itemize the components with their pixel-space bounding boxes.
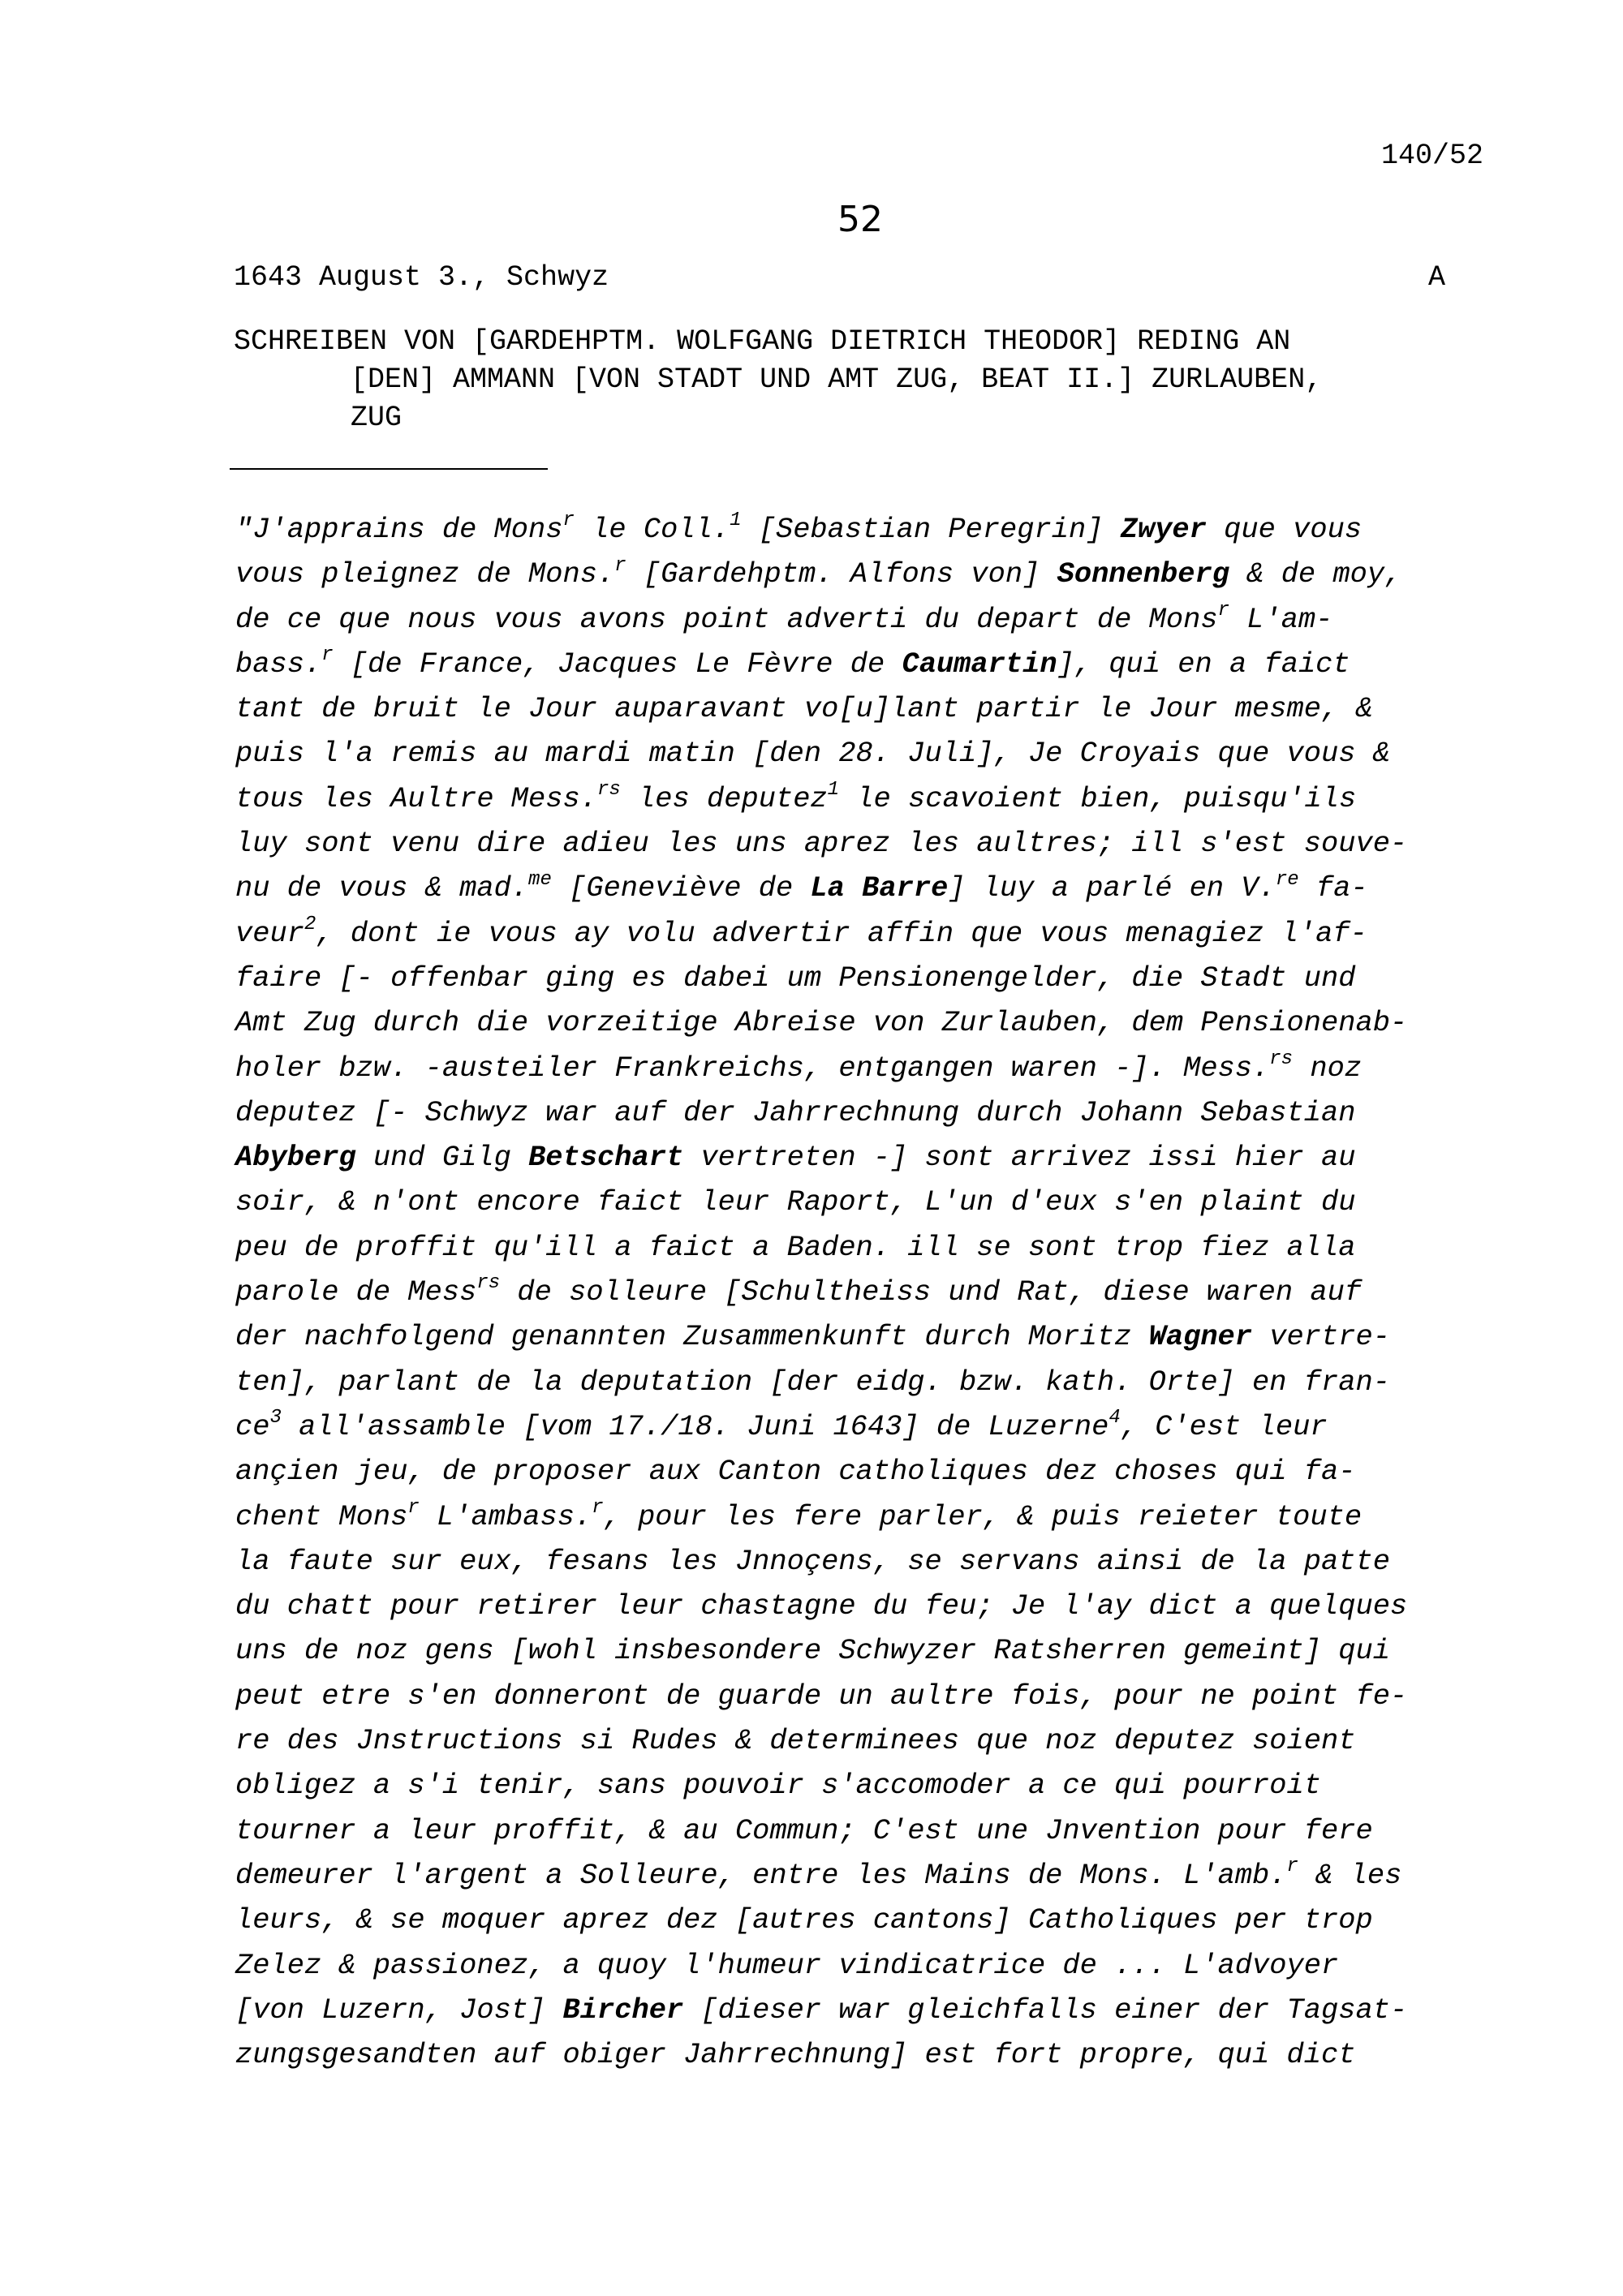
- superscript: me: [528, 868, 552, 891]
- document-number: 52: [837, 199, 883, 240]
- body-line: [235, 508, 1501, 553]
- superscript: rs: [1269, 1047, 1294, 1070]
- body-line: [235, 1226, 1501, 1271]
- superscript: r: [1286, 1855, 1298, 1878]
- text-segment: le Coll.: [574, 514, 730, 546]
- superscript: 4: [1109, 1407, 1121, 1430]
- body-line: [235, 1629, 1501, 1674]
- text-segment: ], qui en a faict: [1057, 647, 1350, 681]
- body-line: [235, 866, 1501, 911]
- superscript: rs: [476, 1272, 501, 1295]
- text-segment: veur: [235, 917, 304, 950]
- body-line: [235, 777, 1501, 822]
- body-line: [235, 1001, 1501, 1046]
- text-segment: L'am-: [1229, 603, 1333, 636]
- text-segment: nu de vous & mad.: [235, 872, 529, 905]
- letter-body: [235, 508, 1501, 2078]
- text-segment: ançien jeu, de proposer aux Canton catholiques dez choses qui fa-: [235, 1455, 1356, 1489]
- text-segment: [Gardehptm. Alfons von]: [626, 558, 1057, 591]
- text-segment: peu de proffit qu'ill a faict a Baden. ill se sont trop fiez alla: [235, 1231, 1356, 1264]
- text-segment: & de moy,: [1229, 558, 1402, 591]
- superscript: r: [321, 644, 334, 667]
- text-segment: & les: [1298, 1859, 1402, 1892]
- person-name: Zwyer: [1120, 514, 1207, 546]
- body-line: [235, 1136, 1501, 1180]
- person-name: Abyberg: [235, 1142, 356, 1175]
- person-name: Bircher: [562, 1993, 684, 2027]
- person-name: Sonnenberg: [1057, 558, 1229, 591]
- text-segment: vertre-: [1252, 1321, 1390, 1354]
- body-line: [235, 1719, 1501, 1764]
- superscript: rs: [597, 778, 621, 801]
- page-reference: 140/52: [1380, 140, 1483, 172]
- text-segment: vertreten -] sont arrivez issi hier au: [683, 1142, 1356, 1175]
- body-line: [235, 1315, 1501, 1360]
- body-line: [235, 1944, 1501, 1989]
- text-segment: all'assamble [vom 17./18. Juni 1643] de Luzerne: [281, 1410, 1109, 1443]
- text-segment: , dont ie vous ay volu advertir affin que vous menagiez l'af-: [316, 917, 1367, 950]
- text-segment: [von Luzern, Jost]: [235, 1993, 563, 2027]
- body-line: [235, 957, 1501, 1001]
- body-line: [235, 1405, 1501, 1450]
- text-segment: vous pleignez de Mons.: [235, 558, 615, 591]
- body-line: [235, 1450, 1501, 1494]
- superscript: 2: [304, 913, 316, 935]
- body-line: [235, 1091, 1501, 1136]
- superscript: re: [1275, 868, 1299, 891]
- text-segment: chent Mons: [235, 1500, 408, 1533]
- body-line: [235, 1495, 1501, 1540]
- body-line: [235, 1675, 1501, 1719]
- text-segment: , pour les fere parler, & puis reieter toute: [603, 1500, 1363, 1533]
- text-segment: obligez a s'i tenir, sans pouvoir s'accomoder a ce qui pourroit: [235, 1769, 1321, 1803]
- superscript: r: [1217, 599, 1229, 621]
- body-line: [235, 2033, 1501, 2078]
- body-line: [235, 1047, 1501, 1091]
- superscript: r: [562, 510, 575, 532]
- heading-line: SCHREIBEN VON [GARDEHPTM. WOLFGANG DIETRICH THEODOR] REDING AN: [234, 325, 1291, 358]
- text-segment: uns de noz gens [wohl insbesondere Schwyzer Ratsherren gemeint] qui: [235, 1635, 1390, 1668]
- text-segment: faire [- offenbar ging es dabei um Pensionengelder, die Stadt und: [235, 961, 1356, 995]
- text-segment: re des Jnstructions si Rudes & determinees que noz deputez soient: [235, 1725, 1356, 1758]
- body-line: [235, 1809, 1501, 1854]
- text-segment: noz: [1293, 1051, 1363, 1085]
- text-segment: puis l'a remis au mardi matin [den 28. Juli], Je Croyais que vous &: [235, 737, 1390, 771]
- body-line: [235, 1898, 1501, 1943]
- body-line: [235, 1180, 1501, 1225]
- text-segment: tant de bruit le Jour auparavant vo[u]lant partir le Jour mesme, &: [235, 693, 1373, 726]
- superscript: 3: [269, 1407, 282, 1430]
- superscript: r: [614, 554, 626, 577]
- heading-line: ZUG: [351, 402, 403, 434]
- superscript: 1: [730, 510, 742, 532]
- body-line: [235, 1584, 1501, 1629]
- person-name: Caumartin: [902, 647, 1057, 681]
- body-line: [235, 912, 1501, 957]
- text-segment: de solleure [Schultheiss und Rat, diese waren auf: [500, 1276, 1363, 1309]
- text-segment: les deputez: [620, 782, 828, 815]
- body-line: [235, 643, 1501, 687]
- text-segment: la faute sur eux, fesans les Jnnoçens, se servans ainsi de la patte: [235, 1545, 1390, 1578]
- text-segment: L'ambass.: [419, 1500, 592, 1533]
- text-segment: ] luy a parlé en V.: [948, 872, 1276, 905]
- text-segment: le scavoient bien, puisqu'ils: [839, 782, 1357, 815]
- text-segment: ce: [235, 1410, 270, 1443]
- superscript: r: [407, 1496, 420, 1519]
- text-segment: peut etre s'en donneront de guarde un aultre fois, pour ne point fe-: [235, 1679, 1408, 1713]
- text-segment: Amt Zug durch die vorzeitige Abreise von Zurlauben, dem Pensionenab-: [235, 1007, 1408, 1040]
- person-name: La Barre: [810, 872, 949, 905]
- heading-line: [DEN] AMMANN [VON STADT UND AMT ZUG, BEAT II.] ZURLAUBEN,: [351, 363, 1323, 396]
- text-segment: , C'est leur: [1120, 1410, 1328, 1443]
- text-segment: que vous: [1206, 514, 1363, 546]
- text-segment: de ce que nous vous avons point adverti du depart de Mons: [235, 603, 1218, 636]
- body-line: [235, 822, 1501, 866]
- text-segment: leurs, & se moquer aprez dez [autres cantons] Catholiques per trop: [235, 1904, 1373, 1937]
- text-segment: bass.: [235, 647, 322, 681]
- text-segment: du chatt pour retirer leur chastagne du feu; Je l'ay dict a quelques: [235, 1590, 1408, 1623]
- series-letter: A: [1428, 261, 1446, 294]
- body-line: [235, 1540, 1501, 1584]
- body-line: [235, 732, 1501, 776]
- body-line: [235, 598, 1501, 643]
- text-segment: parole de Mess: [235, 1276, 477, 1309]
- body-line: [235, 1989, 1501, 2033]
- body-line: [235, 687, 1501, 732]
- text-segment: zungsgesandten auf obiger Jahrrechnung] est fort propre, qui dict: [235, 2039, 1356, 2072]
- text-segment: der nachfolgend genannten Zusammenkunft durch Moritz: [235, 1321, 1149, 1354]
- text-segment: [Geneviève de: [551, 872, 811, 905]
- text-segment: demeurer l'argent a Solleure, entre les Mains de Mons. L'amb.: [235, 1859, 1287, 1892]
- text-segment: deputez [- Schwyz war auf der Jahrrechnung durch Johann Sebastian: [235, 1096, 1356, 1129]
- body-line: [235, 1271, 1501, 1315]
- text-segment: holer bzw. -austeiler Frankreichs, entgangen waren -]. Mess.: [235, 1051, 1270, 1085]
- text-segment: und Gilg: [355, 1142, 529, 1175]
- document-heading: [234, 323, 1475, 437]
- body-line: [235, 553, 1501, 597]
- text-segment: ten], parlant de la deputation [der eidg. bzw. kath. Orte] en fran-: [235, 1365, 1390, 1399]
- text-segment: [de France, Jacques Le Fèvre de: [333, 647, 902, 681]
- text-segment: soir, & n'ont encore faict leur Raport, L'un d'eux s'en plaint du: [235, 1186, 1356, 1219]
- text-segment: luy sont venu dire adieu les uns aprez les aultres; ill s'est souve-: [235, 828, 1408, 861]
- superscript: 1: [827, 778, 840, 801]
- text-segment: fa-: [1298, 872, 1368, 905]
- superscript: r: [592, 1496, 604, 1519]
- separator-rule: [230, 468, 548, 470]
- person-name: Betschart: [528, 1142, 684, 1175]
- body-line: [235, 1854, 1501, 1898]
- text-segment: tourner a leur proffit, & au Commun; C'est une Jnvention pour fere: [235, 1814, 1373, 1847]
- text-segment: tous les Aultre Mess.: [235, 782, 597, 815]
- body-line: [235, 1361, 1501, 1405]
- text-segment: [dieser war gleichfalls einer der Tagsat-: [683, 1993, 1408, 2027]
- body-line: [235, 1764, 1501, 1808]
- person-name: Wagner: [1148, 1321, 1253, 1354]
- date-place-line: 1643 August 3., Schwyz: [234, 261, 609, 294]
- text-segment: [Sebastian Peregrin]: [741, 514, 1121, 546]
- text-segment: Zelez & passionez, a quoy l'humeur vindicatrice de ... L'advoyer: [235, 1949, 1339, 1982]
- text-segment: "J'apprains de Mons: [235, 514, 563, 546]
